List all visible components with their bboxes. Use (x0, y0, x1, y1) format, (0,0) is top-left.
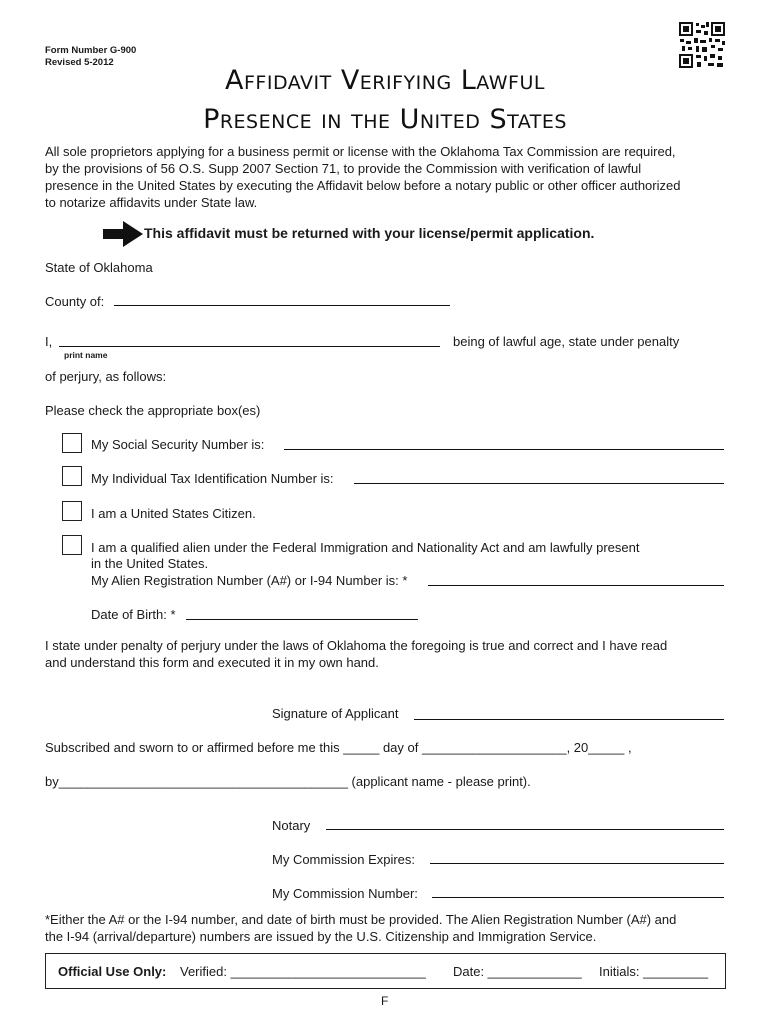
alien-line-1: I am a qualified alien under the Federal Immigration and Nationality Act and am lawfully present (91, 540, 640, 555)
alien-line-2: in the United States. (91, 556, 209, 571)
state-label: State of Oklahoma (45, 260, 153, 275)
commission-number-label: My Commission Number: (272, 886, 418, 901)
ssn-checkbox[interactable] (62, 433, 82, 453)
citizen-label: I am a United States Citizen. (91, 506, 256, 521)
date-field[interactable]: Date: _____________ (453, 964, 582, 979)
statement-line-1: I state under penalty of perjury under the laws of Oklahoma the foregoing is true and correct and I have read (45, 638, 668, 653)
county-label: County of: (45, 294, 105, 309)
ssn-label: My Social Security Number is: (91, 437, 265, 452)
itin-label: My Individual Tax Identification Number is: (91, 471, 334, 486)
official-use-label: Official Use Only: (58, 964, 167, 979)
check-instruction: Please check the appropriate box(es) (45, 403, 261, 418)
commission-number-field[interactable] (432, 897, 724, 898)
title-line-1: Affidavit Verifying Lawful (225, 65, 545, 96)
verified-field[interactable]: Verified: ___________________________ (180, 964, 426, 979)
sworn-text: Subscribed and sworn to or affirmed before me this _____ day of ____________________, 20_____ , (45, 740, 632, 755)
lawful-age-text: being of lawful age, state under penalty (453, 334, 680, 349)
alien-number-field[interactable] (428, 585, 724, 586)
footnote-line-2: the I-94 (arrival/departure) numbers are issued by the U.S. Citizenship and Immigration Service. (45, 929, 597, 944)
print-name-label: print name (64, 350, 108, 360)
revised-date: Revised 5-2012 (45, 57, 114, 68)
commission-expires-label: My Commission Expires: (272, 852, 416, 867)
form-number: Form Number G-900 (45, 45, 137, 56)
itin-field[interactable] (354, 483, 724, 484)
itin-checkbox[interactable] (62, 466, 82, 486)
intro-line-3: presence in the United States by executing the Affidavit below before a notary public or other officer authorized (45, 178, 681, 193)
intro-line-2: by the provisions of 56 O.S. Supp 2007 Section 71, to provide the Commission with verification of lawful (45, 161, 642, 176)
alien-checkbox[interactable] (62, 535, 82, 555)
citizen-checkbox[interactable] (62, 501, 82, 521)
footnote-line-1: *Either the A# or the I-94 number, and date of birth must be provided. The Alien Registration Number (A#) and (45, 912, 677, 927)
page-mark: F (381, 994, 389, 1008)
i-label: I, (45, 334, 53, 349)
notary-label: Notary (272, 818, 311, 833)
signature-field[interactable] (414, 719, 724, 720)
county-field[interactable] (114, 305, 450, 306)
dob-label: Date of Birth: * (91, 607, 176, 622)
ssn-field[interactable] (284, 449, 724, 450)
intro-line-4: to notarize affidavits under State law. (45, 195, 258, 210)
print-name-field[interactable] (59, 346, 440, 347)
arrow-right-icon (103, 221, 143, 250)
title-line-2: Presence in the United States (203, 104, 567, 135)
signature-label: Signature of Applicant (272, 706, 399, 721)
qr-code-icon (678, 21, 726, 69)
statement-line-2: and understand this form and executed it in my own hand. (45, 655, 379, 670)
commission-expires-field[interactable] (430, 863, 724, 864)
dob-field[interactable] (186, 619, 418, 620)
by-line: by________________________________________ (applicant name - please print). (45, 774, 531, 789)
official-use-box (45, 953, 726, 989)
notice-text: This affidavit must be returned with your license/permit application. (144, 225, 595, 241)
perjury-text: of perjury, as follows: (45, 369, 167, 384)
alien-number-label: My Alien Registration Number (A#) or I-94 Number is: * (91, 573, 408, 588)
notary-field[interactable] (326, 829, 724, 830)
intro-line-1: All sole proprietors applying for a business permit or license with the Oklahoma Tax Commission are required, (45, 144, 676, 159)
initials-field[interactable]: Initials: _________ (599, 964, 709, 979)
